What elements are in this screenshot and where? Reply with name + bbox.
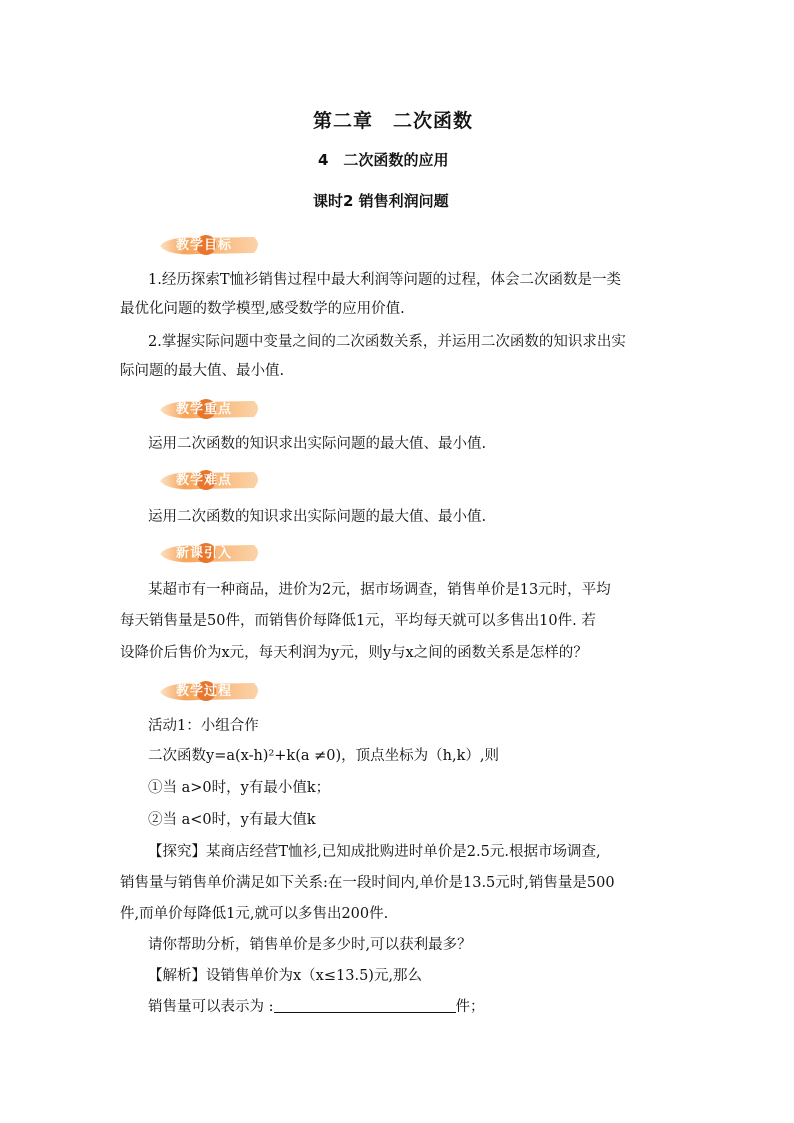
lesson-title: 课时2 销售利润问题 bbox=[313, 192, 449, 210]
goals-line-4: 际问题的最大值、最小值. bbox=[120, 363, 285, 379]
badge-label: 教学过程 bbox=[176, 684, 233, 699]
formula-line: 二次函数y=a(x-h)²+k(a ≠0)，顶点坐标为（h,k）,则 bbox=[148, 748, 499, 764]
case-2: ②当 a<0时，y有最大值k bbox=[148, 812, 316, 828]
section-badge-difficult bbox=[158, 467, 266, 493]
goals-line-1: 1.经历探索T恤衫销售过程中最大利润等问题的过程，体会二次函数是一类 bbox=[148, 272, 622, 288]
answer-blank[interactable] bbox=[274, 997, 456, 1013]
goals-line-2: 最优化问题的数学模型,感受数学的应用价值. bbox=[120, 301, 405, 317]
difficult-text: 运用二次函数的知识求出实际问题的最大值、最小值. bbox=[148, 509, 487, 525]
section-badge-goals bbox=[158, 232, 266, 258]
badge-label: 教学目标 bbox=[176, 238, 233, 253]
question-line: 请你帮助分析，销售单价是多少时,可以获利最多？ bbox=[148, 937, 472, 953]
explore-line-3: 件,而单价每降低1元,就可以多售出200件. bbox=[120, 906, 389, 922]
sales-suffix: 件； bbox=[455, 999, 485, 1015]
explore-line-2: 销售量与销售单价满足如下关系:在一段时间内,单价是13.5元时,销售量是500 bbox=[120, 875, 615, 891]
badge-label: 新课引入 bbox=[176, 546, 233, 561]
section-badge-key bbox=[158, 396, 266, 422]
section-title: 4 二次函数的应用 bbox=[318, 151, 449, 169]
analysis-line: 【解析】设销售单价为x（x≤13.5)元,那么 bbox=[148, 968, 423, 984]
goals-line-3: 2.掌握实际问题中变量之间的二次函数关系，并运用二次函数的知识求出实 bbox=[148, 334, 626, 350]
key-text: 运用二次函数的知识求出实际问题的最大值、最小值. bbox=[148, 436, 487, 452]
intro-line-3: 设降价后售价为x元，每天利润为y元，则y与x之间的函数关系是怎样的？ bbox=[120, 645, 588, 661]
sales-line bbox=[148, 997, 485, 1017]
badge-label: 教学重点 bbox=[176, 402, 233, 417]
intro-line-2: 每天销售量是50件，而销售价每降低1元，平均每天就可以多售出10件. 若 bbox=[120, 613, 596, 629]
badge-label: 教学难点 bbox=[176, 473, 233, 488]
explore-line-1: 【探究】某商店经营T恤衫,已知成批购进时单价是2.5元.根据市场调查, bbox=[148, 844, 601, 860]
sales-prefix: 销售量可以表示为 : bbox=[148, 999, 274, 1015]
activity-title: 活动1：小组合作 bbox=[148, 718, 259, 734]
chapter-title: 第二章 二次函数 bbox=[313, 110, 474, 132]
section-badge-process bbox=[158, 678, 266, 704]
case-1: ①当 a>0时，y有最小值k； bbox=[148, 780, 331, 796]
intro-line-1: 某超市有一种商品，进价为2元，据市场调查，销售单价是13元时，平均 bbox=[148, 582, 611, 598]
section-badge-intro bbox=[158, 540, 266, 566]
